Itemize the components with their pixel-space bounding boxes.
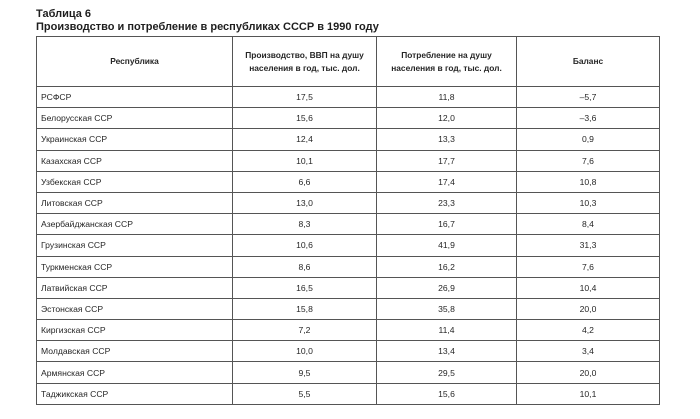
cell-balance: 3,4 [517, 341, 660, 362]
cell-production: 13,0 [233, 192, 377, 213]
table-caption [36, 8, 379, 34]
cell-production: 5,5 [233, 383, 377, 404]
cell-balance: 10,1 [517, 383, 660, 404]
cell-republic: Литовская ССР [37, 192, 233, 213]
header-balance: Баланс [517, 37, 660, 87]
cell-republic: Белорусская ССР [37, 108, 233, 129]
cell-republic: Украинская ССР [37, 129, 233, 150]
cell-republic: Молдавская ССР [37, 341, 233, 362]
cell-republic: Латвийская ССР [37, 277, 233, 298]
cell-consumption: 41,9 [377, 235, 517, 256]
cell-production: 10,1 [233, 150, 377, 171]
table-row [37, 298, 660, 319]
cell-consumption: 29,5 [377, 362, 517, 383]
table-row [37, 129, 660, 150]
cell-balance: 4,2 [517, 320, 660, 341]
table-row [37, 108, 660, 129]
cell-balance: 10,8 [517, 171, 660, 192]
cell-balance: 8,4 [517, 214, 660, 235]
cell-republic: Узбекская ССР [37, 171, 233, 192]
cell-balance: 20,0 [517, 298, 660, 319]
table-row [37, 320, 660, 341]
cell-production: 6,6 [233, 171, 377, 192]
cell-consumption: 13,3 [377, 129, 517, 150]
cell-production: 16,5 [233, 277, 377, 298]
cell-balance: 10,3 [517, 192, 660, 213]
cell-consumption: 17,4 [377, 171, 517, 192]
cell-production: 10,0 [233, 341, 377, 362]
header-republic: Республика [37, 37, 233, 87]
cell-production: 9,5 [233, 362, 377, 383]
table-body [37, 87, 660, 405]
cell-balance: 7,6 [517, 150, 660, 171]
cell-production: 17,5 [233, 87, 377, 108]
cell-balance: 20,0 [517, 362, 660, 383]
cell-balance: 10,4 [517, 277, 660, 298]
cell-consumption: 12,0 [377, 108, 517, 129]
cell-consumption: 26,9 [377, 277, 517, 298]
cell-republic: Таджикская ССР [37, 383, 233, 404]
cell-balance: –3,6 [517, 108, 660, 129]
table-row [37, 171, 660, 192]
cell-consumption: 11,8 [377, 87, 517, 108]
cell-republic: Армянская ССР [37, 362, 233, 383]
header-consumption: Потребление на душу населения в год, тыс. дол. [377, 37, 517, 87]
cell-balance: 0,9 [517, 129, 660, 150]
table-row [37, 235, 660, 256]
table-row [37, 87, 660, 108]
cell-republic: Киргизская ССР [37, 320, 233, 341]
cell-consumption: 35,8 [377, 298, 517, 319]
cell-production: 15,6 [233, 108, 377, 129]
cell-balance: –5,7 [517, 87, 660, 108]
cell-consumption: 23,3 [377, 192, 517, 213]
cell-balance: 7,6 [517, 256, 660, 277]
cell-republic: Азербайджанская ССР [37, 214, 233, 235]
cell-consumption: 11,4 [377, 320, 517, 341]
cell-consumption: 13,4 [377, 341, 517, 362]
cell-consumption: 17,7 [377, 150, 517, 171]
table-header-row [37, 37, 660, 87]
cell-republic: Эстонская ССР [37, 298, 233, 319]
cell-production: 7,2 [233, 320, 377, 341]
table-row [37, 256, 660, 277]
cell-republic: Казахская ССР [37, 150, 233, 171]
cell-consumption: 16,7 [377, 214, 517, 235]
cell-production: 8,6 [233, 256, 377, 277]
cell-republic: Туркменская ССР [37, 256, 233, 277]
table-row [37, 277, 660, 298]
table-row [37, 362, 660, 383]
data-table [36, 36, 660, 405]
cell-consumption: 15,6 [377, 383, 517, 404]
table-title: Производство и потребление в республиках СССР в 1990 году [36, 21, 379, 33]
table-container [36, 36, 659, 405]
table-row [37, 214, 660, 235]
table-row [37, 150, 660, 171]
header-production: Производство, ВВП на душу населения в год, тыс. дол. [233, 37, 377, 87]
table-row [37, 192, 660, 213]
cell-republic: Грузинская ССР [37, 235, 233, 256]
cell-production: 12,4 [233, 129, 377, 150]
cell-production: 8,3 [233, 214, 377, 235]
table-row [37, 383, 660, 404]
cell-production: 10,6 [233, 235, 377, 256]
cell-republic: РСФСР [37, 87, 233, 108]
cell-balance: 31,3 [517, 235, 660, 256]
table-row [37, 341, 660, 362]
cell-consumption: 16,2 [377, 256, 517, 277]
table-label: Таблица 6 [36, 8, 92, 20]
cell-production: 15,8 [233, 298, 377, 319]
